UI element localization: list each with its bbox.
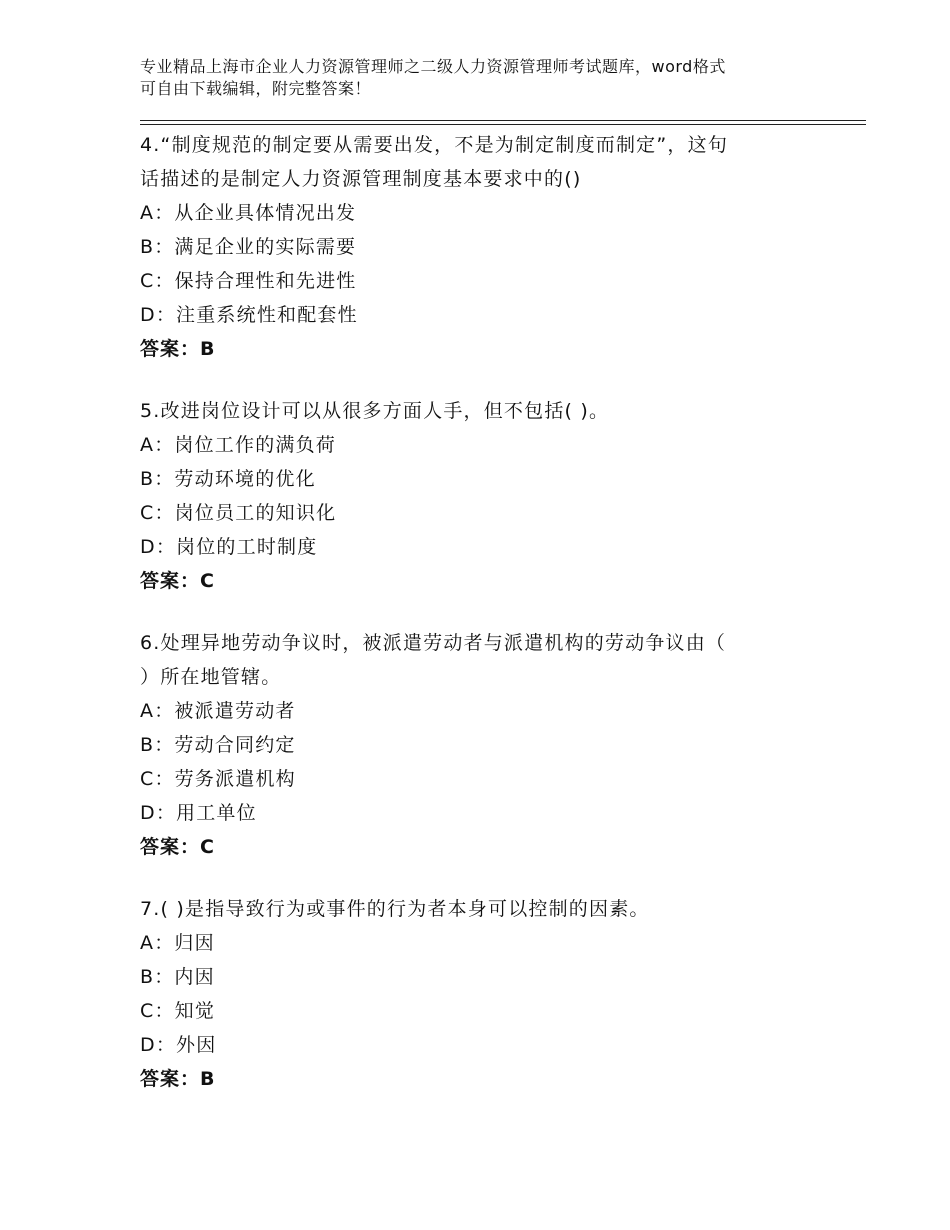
option-a: A：岗位工作的满负荷 bbox=[140, 434, 336, 456]
header-rule-top bbox=[140, 120, 866, 121]
question-stem-line: 话描述的是制定人力资源管理制度基本要求中的() bbox=[140, 168, 582, 190]
option-d: D：外因 bbox=[140, 1034, 217, 1056]
answer-label: 答案：C bbox=[140, 570, 215, 592]
option-d: D：用工单位 bbox=[140, 802, 257, 824]
option-d: D：岗位的工时制度 bbox=[140, 536, 318, 558]
option-a: A：被派遣劳动者 bbox=[140, 700, 296, 722]
question-stem-line: 6.处理异地劳动争议时，被派遣劳动者与派遣机构的劳动争议由（ bbox=[140, 632, 727, 654]
document-header bbox=[140, 56, 820, 100]
question-stem-line: 7.( )是指导致行为或事件的行为者本身可以控制的因素。 bbox=[140, 898, 650, 920]
header-line-2: 可自由下载编辑，附完整答案！ bbox=[140, 79, 372, 98]
question-4 bbox=[140, 128, 840, 366]
header-line-1: 专业精品上海市企业人力资源管理师之二级人力资源管理师考试题库，word格式 bbox=[140, 57, 726, 76]
answer-label: 答案：B bbox=[140, 338, 216, 360]
option-b: B：满足企业的实际需要 bbox=[140, 236, 357, 258]
option-c: C：保持合理性和先进性 bbox=[140, 270, 357, 292]
question-stem-line: ）所在地管辖。 bbox=[140, 666, 282, 688]
header-rule-bottom bbox=[140, 124, 866, 125]
option-c: C：岗位员工的知识化 bbox=[140, 502, 337, 524]
question-5 bbox=[140, 394, 840, 598]
question-list bbox=[140, 128, 840, 1124]
question-6 bbox=[140, 626, 840, 864]
question-stem-line: 4.“制度规范的制定要从需要出发，不是为制定制度而制定”，这句 bbox=[140, 134, 729, 156]
option-a: A：从企业具体情况出发 bbox=[140, 202, 357, 224]
question-7 bbox=[140, 892, 840, 1096]
option-b: B：劳动合同约定 bbox=[140, 734, 296, 756]
answer-label: 答案：B bbox=[140, 1068, 216, 1090]
question-stem-line: 5.改进岗位设计可以从很多方面人手，但不包括( )。 bbox=[140, 400, 610, 422]
option-c: C：知觉 bbox=[140, 1000, 216, 1022]
option-b: B：内因 bbox=[140, 966, 215, 988]
option-a: A：归因 bbox=[140, 932, 215, 954]
option-b: B：劳动环境的优化 bbox=[140, 468, 316, 490]
option-d: D：注重系统性和配套性 bbox=[140, 304, 358, 326]
answer-label: 答案：C bbox=[140, 836, 215, 858]
option-c: C：劳务派遣机构 bbox=[140, 768, 296, 790]
